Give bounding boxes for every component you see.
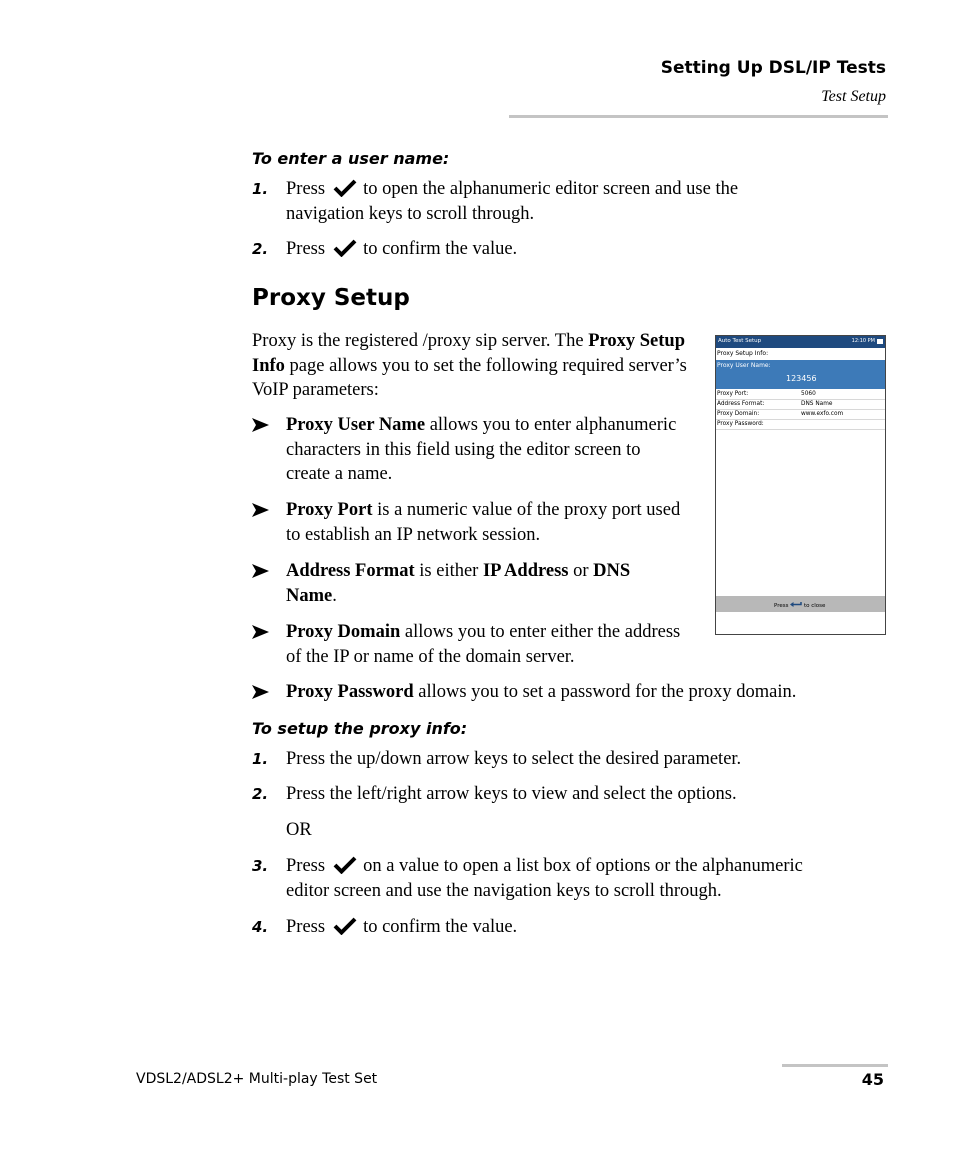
row-key: Proxy Port:: [717, 391, 749, 397]
step-number: 2.: [252, 785, 269, 803]
screenshot-titlebar: [716, 336, 885, 348]
bullet-text: is a numeric value of the proxy port used to establish an IP network session.: [286, 500, 681, 545]
screenshot-footer: [716, 596, 885, 612]
step-text: Press the left/right arrow keys to view and select the options.: [286, 784, 737, 804]
bullet-text-3: .: [332, 585, 337, 606]
bullet-text-2: or: [568, 561, 594, 581]
device-screenshot: [715, 335, 886, 635]
screenshot-row: [716, 410, 885, 420]
bullet-term-2: IP Address: [482, 561, 569, 581]
bullet-arrow-icon: [252, 685, 269, 699]
step-text-line2: editor screen and use the navigation keys to scroll through.: [286, 880, 722, 901]
running-header-title: Setting Up DSL/IP Tests: [660, 58, 886, 78]
bullet-term: Proxy Domain: [286, 622, 401, 642]
bullet-arrow-icon: [252, 418, 269, 432]
step-text-post: to confirm the value.: [363, 239, 518, 259]
step-number: 1.: [252, 750, 269, 768]
step-text-post: on a value to open a list box of options or the alphanumeric: [363, 856, 803, 876]
back-arrow-icon: [790, 601, 802, 608]
row-key: Address Format:: [717, 401, 765, 407]
step-number: 2.: [252, 240, 269, 258]
running-header-subtitle: Test Setup: [821, 88, 886, 105]
bullet-term-3: DNS Name: [286, 561, 631, 606]
row-value: www.exfo.com: [801, 411, 844, 417]
step-text-pre: Press: [286, 917, 326, 937]
section-heading: Proxy Setup: [252, 285, 410, 311]
step-text-post: to open the alphanumeric editor screen and use the: [363, 179, 739, 199]
checkmark-icon: [333, 856, 357, 874]
footer-product-name: VDSL2/ADSL2+ Multi-play Test Set: [136, 1071, 378, 1087]
step-text-line2: navigation keys to scroll through.: [286, 203, 535, 224]
row-value: 5060: [801, 391, 816, 397]
intro-bold: Proxy Setup Info: [252, 331, 685, 376]
row-key: Proxy Domain:: [717, 411, 760, 417]
checkmark-icon: [333, 239, 357, 257]
header-rule: [509, 115, 888, 118]
bullet-arrow-icon: [252, 503, 269, 517]
or-text: OR: [286, 820, 312, 840]
footer-hint-post: to close: [803, 603, 826, 609]
intro-paragraph: [252, 329, 692, 403]
page-number: 45: [861, 1070, 884, 1089]
row-key: Proxy Password:: [717, 421, 764, 427]
footer-hint: [774, 601, 825, 609]
procedure-title-user-name: To enter a user name:: [252, 149, 450, 168]
footer-hint-pre: Press: [774, 603, 789, 609]
screenshot-row: [716, 420, 885, 430]
step-text-pre: Press: [286, 856, 326, 876]
bullet-text: allows you to enter either the address of the IP or name of the domain server.: [286, 622, 681, 667]
step-text-post: to confirm the value.: [363, 917, 518, 937]
bullet-text: allows you to set a password for the proxy domain.: [413, 682, 797, 702]
step-number: 3.: [252, 857, 269, 875]
bullet-term: Proxy User Name: [286, 415, 426, 435]
bullet-arrow-icon: [252, 625, 269, 639]
battery-icon: [877, 339, 883, 344]
bullet-text: allows you to enter alphanumeric characters in this field using the editor screen to create a name.: [286, 415, 677, 484]
bullet-term: Address Format: [286, 561, 415, 581]
step-number: 1.: [252, 180, 269, 198]
screenshot-row: [716, 400, 885, 410]
checkmark-icon: [333, 917, 357, 935]
step-text-pre: Press: [286, 179, 326, 199]
screenshot-selected-field: [716, 360, 885, 389]
step-text: Press the up/down arrow keys to select the desired parameter.: [286, 749, 742, 769]
bullet-arrow-icon: [252, 564, 269, 578]
checkmark-icon: [333, 179, 357, 197]
screenshot-title: Auto Test Setup: [718, 338, 762, 344]
step-text-pre: Press: [286, 239, 326, 259]
intro-text-1: Proxy is the registered /proxy sip server. The: [252, 331, 589, 351]
screenshot-clock: 12:10 PM: [851, 338, 875, 344]
bullet-term: Proxy Port: [286, 500, 373, 520]
bullet-term: Proxy Password: [286, 682, 414, 702]
selected-field-value: 123456: [786, 374, 817, 383]
screenshot-info-label: Proxy Setup Info:: [717, 350, 769, 357]
row-value: DNS Name: [801, 401, 833, 407]
procedure-title-proxy-info: To setup the proxy info:: [252, 719, 468, 738]
selected-field-label: Proxy User Name:: [717, 362, 771, 369]
footer-rule: [782, 1064, 888, 1067]
bullet-text-1: is either: [414, 561, 483, 581]
screenshot-row: [716, 390, 885, 400]
intro-text-2: page allows you to set the following required server’s VoIP parameters:: [252, 355, 687, 400]
step-number: 4.: [252, 918, 269, 936]
